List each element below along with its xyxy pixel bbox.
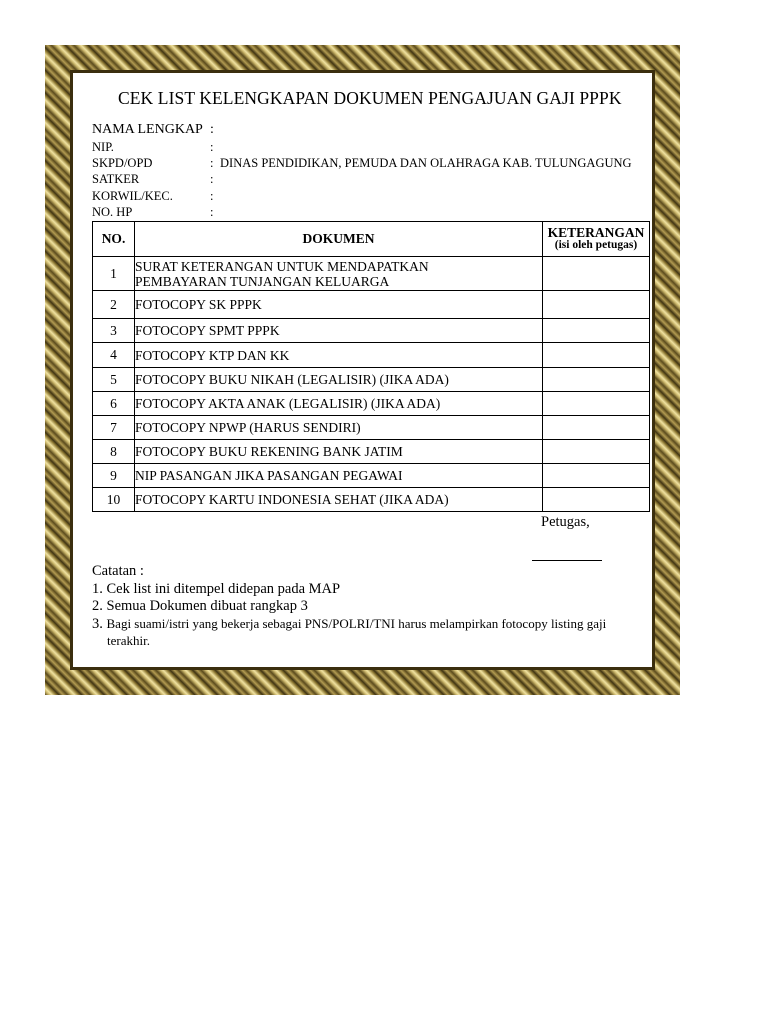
document-title: CEK LIST KELENGKAPAN DOKUMEN PENGAJUAN GAJI PPPK	[118, 88, 622, 108]
field-colon: :	[210, 172, 214, 186]
row-number: 5	[93, 368, 135, 392]
row-document: FOTOCOPY SPMT PPPK	[135, 319, 543, 343]
field-colon: :	[210, 156, 214, 170]
row-document: FOTOCOPY BUKU NIKAH (LEGALISIR) (JIKA ADA)	[135, 368, 543, 392]
row-number: 9	[93, 464, 135, 488]
row-number: 4	[93, 343, 135, 368]
table-row	[93, 488, 650, 512]
header-dokumen: DOKUMEN	[135, 222, 543, 257]
table-row	[93, 416, 650, 440]
field-nip	[92, 140, 220, 155]
table-row	[93, 319, 650, 343]
row-document: NIP PASANGAN JIKA PASANGAN PEGAWAI	[135, 464, 543, 488]
row-document: FOTOCOPY SK PPPK	[135, 291, 543, 319]
signature-line	[532, 560, 602, 561]
row-document-line1: SURAT KETERANGAN UNTUK MENDAPATKAN	[135, 258, 429, 274]
field-label: NIP.	[92, 140, 114, 154]
row-keterangan-cell[interactable]	[543, 416, 650, 440]
row-number: 7	[93, 416, 135, 440]
field-colon: :	[210, 205, 214, 219]
header-keterangan	[543, 222, 650, 257]
header-no: NO.	[93, 222, 135, 257]
field-nama-lengkap	[92, 122, 220, 138]
field-colon: :	[210, 140, 214, 154]
row-document: FOTOCOPY BUKU REKENING BANK JATIM	[135, 440, 543, 464]
row-keterangan-cell[interactable]	[543, 319, 650, 343]
table-row	[93, 440, 650, 464]
row-number: 3	[93, 319, 135, 343]
row-number: 10	[93, 488, 135, 512]
row-keterangan-cell[interactable]	[543, 464, 650, 488]
header-keterangan-sub: (isi oleh petugas)	[554, 239, 638, 251]
notes-heading: Catatan :	[92, 563, 144, 579]
table-row	[93, 464, 650, 488]
field-korwil-kec	[92, 189, 220, 204]
row-number: 2	[93, 291, 135, 319]
row-number: 6	[93, 392, 135, 416]
table-row	[93, 291, 650, 319]
table-row	[93, 343, 650, 368]
row-document: FOTOCOPY KTP DAN KK	[135, 343, 543, 368]
row-keterangan-cell[interactable]	[543, 392, 650, 416]
field-no-hp	[92, 205, 220, 220]
field-colon: :	[210, 122, 214, 137]
table-row	[93, 392, 650, 416]
row-keterangan-cell[interactable]	[543, 257, 650, 291]
table-row	[93, 257, 650, 291]
field-label: KORWIL/KEC.	[92, 189, 173, 203]
field-colon: :	[210, 189, 214, 203]
row-document-line2: PEMBAYARAN TUNJANGAN KELUARGA	[135, 273, 390, 289]
row-keterangan-cell[interactable]	[543, 343, 650, 368]
field-label: SATKER	[92, 172, 140, 186]
row-document: FOTOCOPY AKTA ANAK (LEGALISIR) (JIKA ADA)	[135, 392, 543, 416]
table-row	[93, 368, 650, 392]
notes-section	[92, 563, 652, 649]
field-label: NAMA LENGKAP	[92, 122, 203, 137]
table-header-row	[93, 222, 650, 257]
document-checklist-table	[92, 221, 650, 512]
header-keterangan-label: KETERANGAN	[547, 225, 645, 240]
row-document	[135, 257, 543, 291]
row-keterangan-cell[interactable]	[543, 291, 650, 319]
field-value: DINAS PENDIDIKAN, PEMUDA DAN OLAHRAGA KAB. TULUNGAGUNG	[220, 156, 632, 170]
field-label: SKPD/OPD	[92, 156, 153, 170]
row-document: FOTOCOPY KARTU INDONESIA SEHAT (JIKA ADA)	[135, 488, 543, 512]
row-keterangan-cell[interactable]	[543, 488, 650, 512]
field-skpd-opd	[92, 156, 632, 171]
note-item-line2: terakhir.	[107, 633, 150, 648]
note-item-3	[92, 616, 652, 650]
petugas-label: Petugas,	[541, 514, 590, 530]
note-item: 1. Cek list ini ditempel didepan pada MAP	[92, 580, 341, 597]
row-keterangan-cell[interactable]	[543, 368, 650, 392]
note-item-text	[92, 616, 652, 650]
row-number: 8	[93, 440, 135, 464]
note-item: 2. Semua Dokumen dibuat rangkap 3	[92, 598, 308, 614]
row-number: 1	[93, 257, 135, 291]
field-label: NO. HP	[92, 205, 133, 219]
note-item-number: 3.	[92, 615, 103, 632]
row-keterangan-cell[interactable]	[543, 440, 650, 464]
field-satker	[92, 172, 220, 187]
row-document: FOTOCOPY NPWP (HARUS SENDIRI)	[135, 416, 543, 440]
note-item-line1: Bagi suami/istri yang bekerja sebagai PNS/POLRI/TNI harus melampirkan fotocopy listing gaji	[106, 615, 607, 631]
